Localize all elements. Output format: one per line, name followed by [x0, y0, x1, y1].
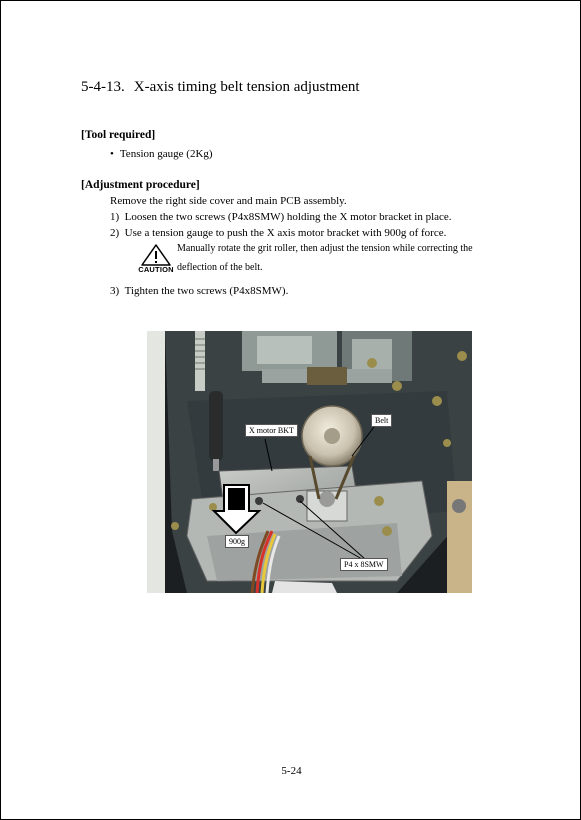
- step-number: 3): [110, 285, 120, 297]
- section-number: 5-4-13.: [81, 79, 125, 95]
- section-title-text: X-axis timing belt tension adjustment: [133, 79, 360, 95]
- caution-label: CAUTION: [138, 265, 174, 274]
- procedure-intro: Remove the right side cover and main PCB assembly.: [110, 195, 347, 207]
- caution-text-line-2: deflection of the belt.: [177, 262, 263, 273]
- callout-force: 900g: [225, 535, 249, 548]
- callout-screws: P4 x 8SMW: [340, 558, 388, 571]
- caution-triangle-icon: [137, 243, 175, 267]
- step-number: 2): [110, 227, 120, 239]
- bullet-dot: •: [110, 148, 114, 160]
- step-1: [110, 211, 452, 223]
- page-number: 5-24: [281, 765, 302, 777]
- step-text: Tighten the two screws (P4x8SMW).: [124, 285, 289, 297]
- tool-item-text: Tension gauge (2Kg): [119, 148, 213, 160]
- step-number: 1): [110, 211, 120, 223]
- callout-x-motor-bkt: X motor BKT: [245, 424, 298, 437]
- caution-block: [137, 243, 175, 277]
- step-text: Loosen the two screws (P4x8SMW) holding the X motor bracket in place.: [124, 211, 452, 223]
- tool-required-heading: [Tool required]: [81, 129, 156, 141]
- tool-list-item: [110, 148, 213, 160]
- section-title: [81, 79, 360, 96]
- procedure-heading: [Adjustment procedure]: [81, 179, 200, 191]
- mechanism-photo-illustration: [147, 331, 472, 593]
- step-3: [110, 285, 288, 297]
- caution-text-line-1: Manually rotate the grit roller, then adjust the tension while correcting the: [177, 243, 473, 254]
- callout-belt: Belt: [371, 414, 392, 427]
- step-text: Use a tension gauge to push the X axis motor bracket with 900g of force.: [124, 227, 447, 239]
- mechanism-photo: [147, 331, 472, 593]
- step-2: [110, 227, 446, 239]
